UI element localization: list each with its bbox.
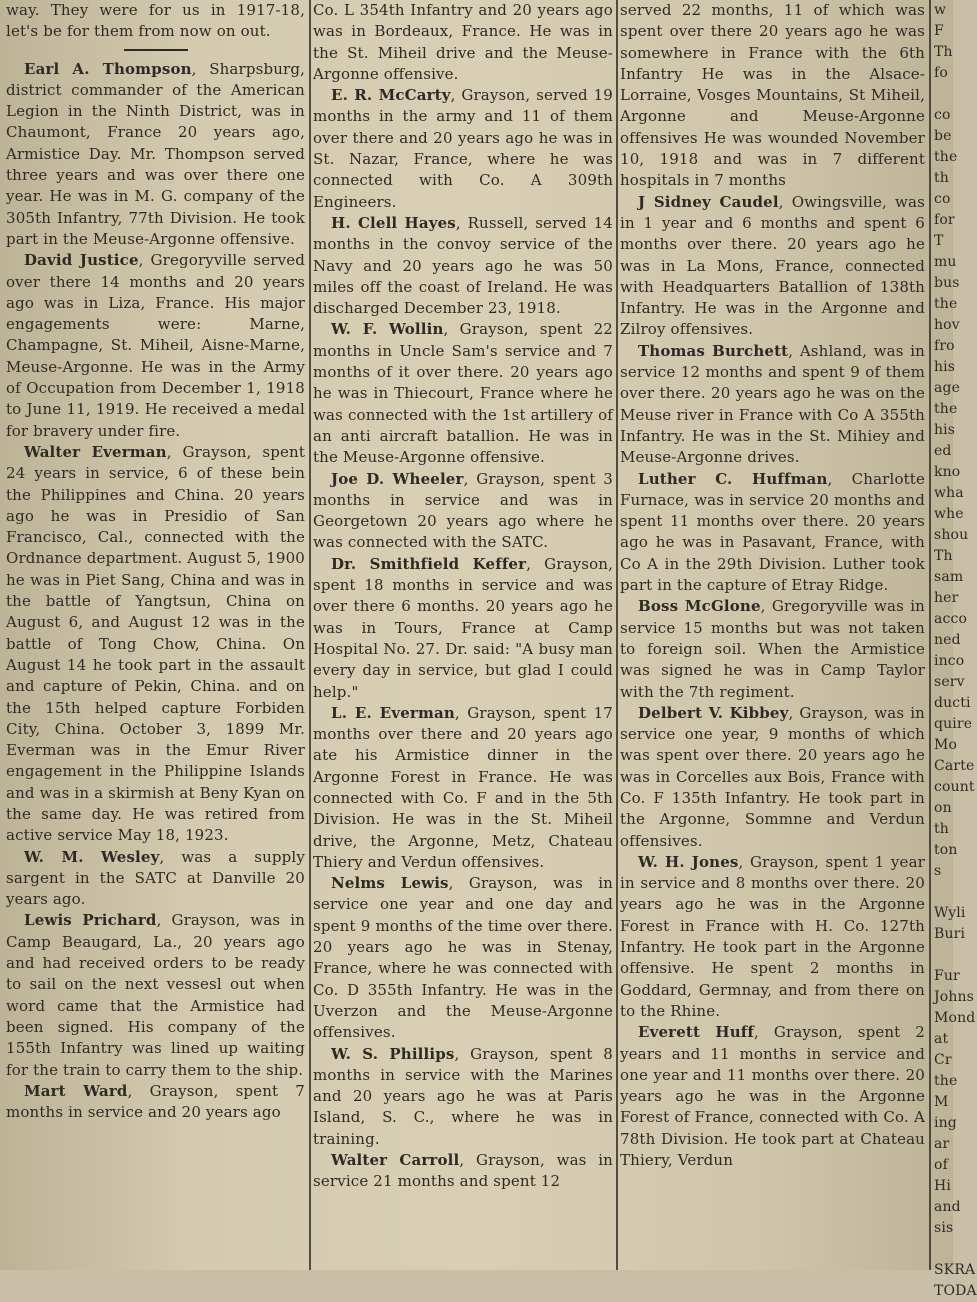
column-rule <box>309 0 311 1270</box>
cropped-line-fragment: at Cr <box>934 1031 952 1068</box>
veteran-name: David Justice <box>24 251 139 270</box>
veteran-entry <box>620 596 925 702</box>
veteran-entry <box>313 873 613 1043</box>
cropped-line-fragment: fo <box>934 65 948 81</box>
veteran-entry <box>620 703 925 852</box>
column-rule <box>616 0 618 1270</box>
cropped-line-fragment: mu <box>934 254 957 270</box>
cropped-line-fragment: for <box>934 212 955 228</box>
veteran-name: Walter Carroll <box>331 1151 460 1170</box>
cropped-line-fragment: Th <box>934 44 953 60</box>
cropped-line-fragment <box>934 945 953 966</box>
cropped-line-fragment: T <box>934 233 944 249</box>
cropped-line-fragment: kno <box>934 464 961 480</box>
cropped-line-fragment: ing ar <box>934 1115 957 1152</box>
cropped-line-fragment: sam <box>934 569 964 585</box>
cropped-line-fragment: w <box>934 2 947 18</box>
cropped-line-fragment: his <box>934 359 956 375</box>
cropped-line-fragment: whe <box>934 506 964 522</box>
veteran-text: , Gregoryville served over there 14 months and 20 years ago was in Liza, France. His major engagements were: Marne, Champagne, St. Miheil, Aisne-Marne, Meuse-Argonne. He was in the Army of Occupation from December 1, 1918 to June 11, 1919. He received a medal for bravery under fire. <box>6 251 305 440</box>
cropped-line-fragment: acco <box>934 611 968 627</box>
cropped-line-fragment: age <box>934 380 961 396</box>
column-2-intro: Co. L 354th Infantry and 20 years ago was in Bordeaux, France. He was in the St. Miheil drive and the Meuse-Argonne offensive. <box>313 1 613 83</box>
veteran-text: , Grayson, spent 1 year in service and 8 months over there. 20 years ago he was in the Argonne Forest in France with H. Co. 127th Infantry. He took part in the Argonne offensive. He spent 2 months in Goddard, Germnay, and from there on to the Rhine. <box>620 852 925 1020</box>
cropped-line-fragment: inco <box>934 653 965 669</box>
veteran-text: , Grayson, was in service one year and one day and spent 9 months of the time over there. 20 years ago he was in Stenay, France, where he was connected with Co. D 355th Infantry. He was in the Uverzon and the Meuse-Argonne offensives. <box>313 874 613 1042</box>
cropped-line-fragment: serv <box>934 674 965 690</box>
veteran-name: W. H. Jones <box>638 852 739 871</box>
cropped-line-fragment: the <box>934 296 958 312</box>
veteran-name: H. Clell Hayes <box>331 213 456 232</box>
veteran-name: Walter Everman <box>24 442 167 461</box>
veteran-entry <box>6 910 305 1080</box>
veteran-name: L. E. Everman <box>331 703 455 722</box>
veteran-entry <box>313 469 613 554</box>
cropped-line-fragment: on th <box>934 800 952 837</box>
cropped-line-fragment: hov <box>934 317 960 333</box>
cropped-line-fragment: Th <box>934 548 953 564</box>
veteran-text: , Grayson, spent 22 months in Uncle Sam's service and 7 months of it over there. 20 years ago he was in Thiecourt, France where he was connected with the 1st artillery of an anti aircraft batallion. He was in the Meuse-Argonne offensive. <box>313 320 614 467</box>
veteran-text: , Grayson, spent 8 months in service with the Marines and 20 years ago he was at Paris Island, S. C., where he was in training. <box>313 1044 613 1148</box>
cropped-line-fragment: ed <box>934 443 952 459</box>
column-rule <box>929 0 931 1270</box>
column-4-fragments <box>934 0 977 1302</box>
veteran-text: , Russell, served 14 months in the convoy service of the Navy and 20 years ago he was 50 miles off the coast of Ireland. He was discharged December 23, 1918. <box>313 213 613 318</box>
column-3-entries <box>620 192 925 1172</box>
cropped-line-fragment: Buri <box>934 926 966 942</box>
veteran-text: , Grayson, spent 7 months in service and 20 years ago <box>6 1081 305 1122</box>
veteran-name: W. F. Wollin <box>331 320 444 339</box>
veteran-name: W. M. Wesley <box>24 847 160 866</box>
veteran-name: Thomas Burchett <box>638 341 789 360</box>
veteran-text: , Grayson, spent 24 years in service, 6 of these bein the Philippines and China. 20 years ago he was in Presidio of San Francisco, Cal., connected with the Ordnance department. August 5, 1900 he was in Piet Sang, China and was in the battle of Yangtsun, China on August 6, and August 12 was in the battle of Tong Chow, China. On August 14 he took part in the assault and capture of Pekin, China. and on the 15th helped capture Forbiden City, China. October 3, 1899 Mr. Everman was in the Emur River engagement in the Philippine Islands and was in a skirmish at Beny Kyan on the same day. He was retired from active service May 18, 1923. <box>6 442 305 845</box>
column-2 <box>313 0 613 1270</box>
veteran-text: , Grayson, spent 2 years and 11 months in service and one year and 11 months over there. 20 years ago he was in the Argonne Forest of France, connected with Co. A 78th Division. He took part at Chateau Thiery, Verdun <box>620 1023 925 1170</box>
veteran-text: , Grayson, served 19 months in the army and 11 of them over there and 20 years ago he was in St. Nazar, France, where he was connected with Co. A 309th Engineers. <box>313 86 613 211</box>
cropped-line-fragment: th <box>934 170 949 186</box>
veteran-entry <box>313 1044 613 1150</box>
veteran-text: , was a supply sargent in the SATC at Danville 20 years ago. <box>6 847 305 909</box>
veteran-name: E. R. McCarty <box>331 86 451 105</box>
cropped-line-fragment: ton s <box>934 842 958 879</box>
cropped-line-fragment: Mo <box>934 737 958 753</box>
cropped-line-fragment: Mond <box>934 1010 976 1026</box>
column-4-cropped <box>934 0 977 1299</box>
cropped-line-fragment: SKRA <box>934 1262 976 1278</box>
veteran-text: , Grayson, spent 3 months in service and was in Georgetown 20 years ago where he was connected with the SATC. <box>313 469 613 552</box>
cropped-line-fragment: Fur <box>934 968 960 984</box>
veteran-text: , Grayson, was in service 21 months and spent 12 <box>313 1151 613 1191</box>
cropped-line-fragment: ducti <box>934 695 971 711</box>
veteran-entry <box>620 852 925 1022</box>
cropped-line-fragment: shou <box>934 527 969 543</box>
veteran-text: , Grayson, spent 18 months in service and was over there 6 months. 20 years ago he was in Tours, France at Camp Hospital No. 27. Dr. said: "A busy man every day in service, but glad I could help." <box>313 554 614 701</box>
veteran-entry <box>6 847 305 911</box>
cropped-line-fragment <box>934 1239 953 1260</box>
cropped-line-fragment: count <box>934 779 975 795</box>
cropped-line-fragment: Wyli <box>934 905 966 921</box>
veteran-entry <box>6 442 305 847</box>
veteran-entry <box>620 341 925 469</box>
veteran-name: W. S. Phillips <box>331 1044 455 1063</box>
veteran-name: Nelms Lewis <box>331 874 449 893</box>
veteran-entry <box>6 250 305 442</box>
cropped-line-fragment: TODA <box>934 1283 977 1299</box>
veteran-text: , Ashland, was in service 12 months and spent 9 of them over there. 20 years ago he was on the Meuse river in France with Co A 355th Infantry. He was in the St. Mihiey and Meuse-Argonne drives. <box>620 341 925 467</box>
veteran-text: , Owingsville, was in 1 year and 6 months and spent 6 months over there. 20 years ago he was in La Mons, France, connected with Headquarters Batallion of 138th Infantry. He was in the Argonne and Zilroy offensives. <box>620 192 925 339</box>
cropped-line-fragment: of Hi <box>934 1157 951 1194</box>
section-divider <box>124 49 188 51</box>
cropped-line-fragment <box>934 882 953 903</box>
veteran-entry <box>313 213 613 319</box>
cropped-line-fragment: his <box>934 422 956 438</box>
veteran-text: , Gregoryville was in service 15 months but was not taken to foreign soil. When the Armistice was signed he was in Camp Taylor with the 7th regiment. <box>620 597 925 701</box>
cropped-line-fragment: co <box>934 107 951 123</box>
cropped-line-fragment: the <box>934 149 958 165</box>
veteran-entry <box>313 85 613 213</box>
cropped-line-fragment: bus <box>934 275 960 291</box>
veteran-name: Boss McGlone <box>638 597 761 616</box>
veteran-entry <box>6 59 305 251</box>
veteran-entry <box>313 703 613 873</box>
veteran-name: Lewis Prichard <box>24 911 157 930</box>
cropped-line-fragment: fro <box>934 338 955 354</box>
veteran-text: , Grayson, was in service one year, 9 months of which was spent over there. 20 years ago he was in Corcelles aux Bois, France with Co. F 135th Infantry. He took part in the Argonne, Sommne and Verdun offensives. <box>620 703 925 850</box>
veteran-name: J Sidney Caudel <box>638 192 779 211</box>
column-1-entries <box>6 59 305 1124</box>
veteran-name: Joe D. Wheeler <box>331 469 464 488</box>
cropped-line-fragment: wha <box>934 485 964 501</box>
veteran-text: , Charlotte Furnace, was in service 20 months and spent 11 months over there. 20 years ago he was in Pasavant, France, with Co A in the 29th Division. Luther took part in the capture of Etray Ridge. <box>620 469 926 595</box>
veteran-entry <box>313 554 613 703</box>
veteran-entry <box>313 1150 613 1193</box>
column-3 <box>620 0 925 1270</box>
veteran-name: Mart Ward <box>24 1081 128 1100</box>
cropped-line-fragment <box>934 84 953 105</box>
column-3-intro: served 22 months, 11 of which was spent over there 20 years ago he was somewhere in France with the 6th Infantry He was in the Alsace-Lorraine, Vosges Mountains, St Miheil, Argonne and Meuse-Argonne offensives He was wounded November 10, 1918 and was in 7 different hospitals in 7 months <box>620 1 925 190</box>
column-1 <box>6 0 305 1270</box>
cropped-line-fragment: be <box>934 128 952 144</box>
veteran-name: Dr. Smithfield Keffer <box>331 554 527 573</box>
cropped-line-fragment: F <box>934 23 944 39</box>
veteran-name: Everett Huff <box>638 1023 755 1042</box>
veteran-entry <box>6 1081 305 1124</box>
cropped-line-fragment: co <box>934 191 951 207</box>
cropped-line-fragment: Carte <box>934 758 975 774</box>
cropped-line-fragment: her <box>934 590 959 606</box>
cropped-line-fragment: quire <box>934 716 973 732</box>
veteran-name: Delbert V. Kibbey <box>638 703 789 722</box>
veteran-entry <box>313 319 613 468</box>
veteran-entry <box>620 469 925 597</box>
veteran-text: , Sharpsburg, district commander of the American Legion in the Ninth District, was in Chaumont, France 20 years ago, Armistice Day. Mr. Thompson served three years and was over there one year. He was in M. G. company of the 305th Infantry, 77th Division. He took part in the Meuse-Argonne offensive. <box>6 59 305 248</box>
cropped-line-fragment: ned <box>934 632 961 648</box>
veteran-text: , Grayson, spent 17 months over there and 20 years ago ate his Armistice dinner in the Argonne Forest in France. He was connected with Co. F and in the 5th Division. He was in the St. Miheil drive, the Argonne, Metz, Chateau Thiery and Verdun offensives. <box>313 703 613 871</box>
veteran-entry <box>620 1022 925 1171</box>
cropped-line-fragment: Johns <box>934 989 975 1005</box>
cropped-line-fragment: the <box>934 401 958 417</box>
column-1-intro: way. They were for us in 1917-18, let's be for them from now on out. <box>6 1 305 41</box>
cropped-line-fragment: the M <box>934 1073 958 1110</box>
cropped-line-fragment: and sis <box>934 1199 961 1236</box>
veteran-name: Earl A. Thompson <box>24 59 192 78</box>
column-2-entries <box>313 85 613 1192</box>
veteran-name: Luther C. Huffman <box>638 469 828 488</box>
veteran-entry <box>620 192 925 341</box>
veteran-text: , Grayson, was in Camp Beaugard, La., 20 years ago and had received orders to be ready to sail on the next vessesl out when word came that the Armistice had been signed. His company of the 155th Infantry was lined up waiting for the train to carry them to the ship. <box>6 911 306 1079</box>
